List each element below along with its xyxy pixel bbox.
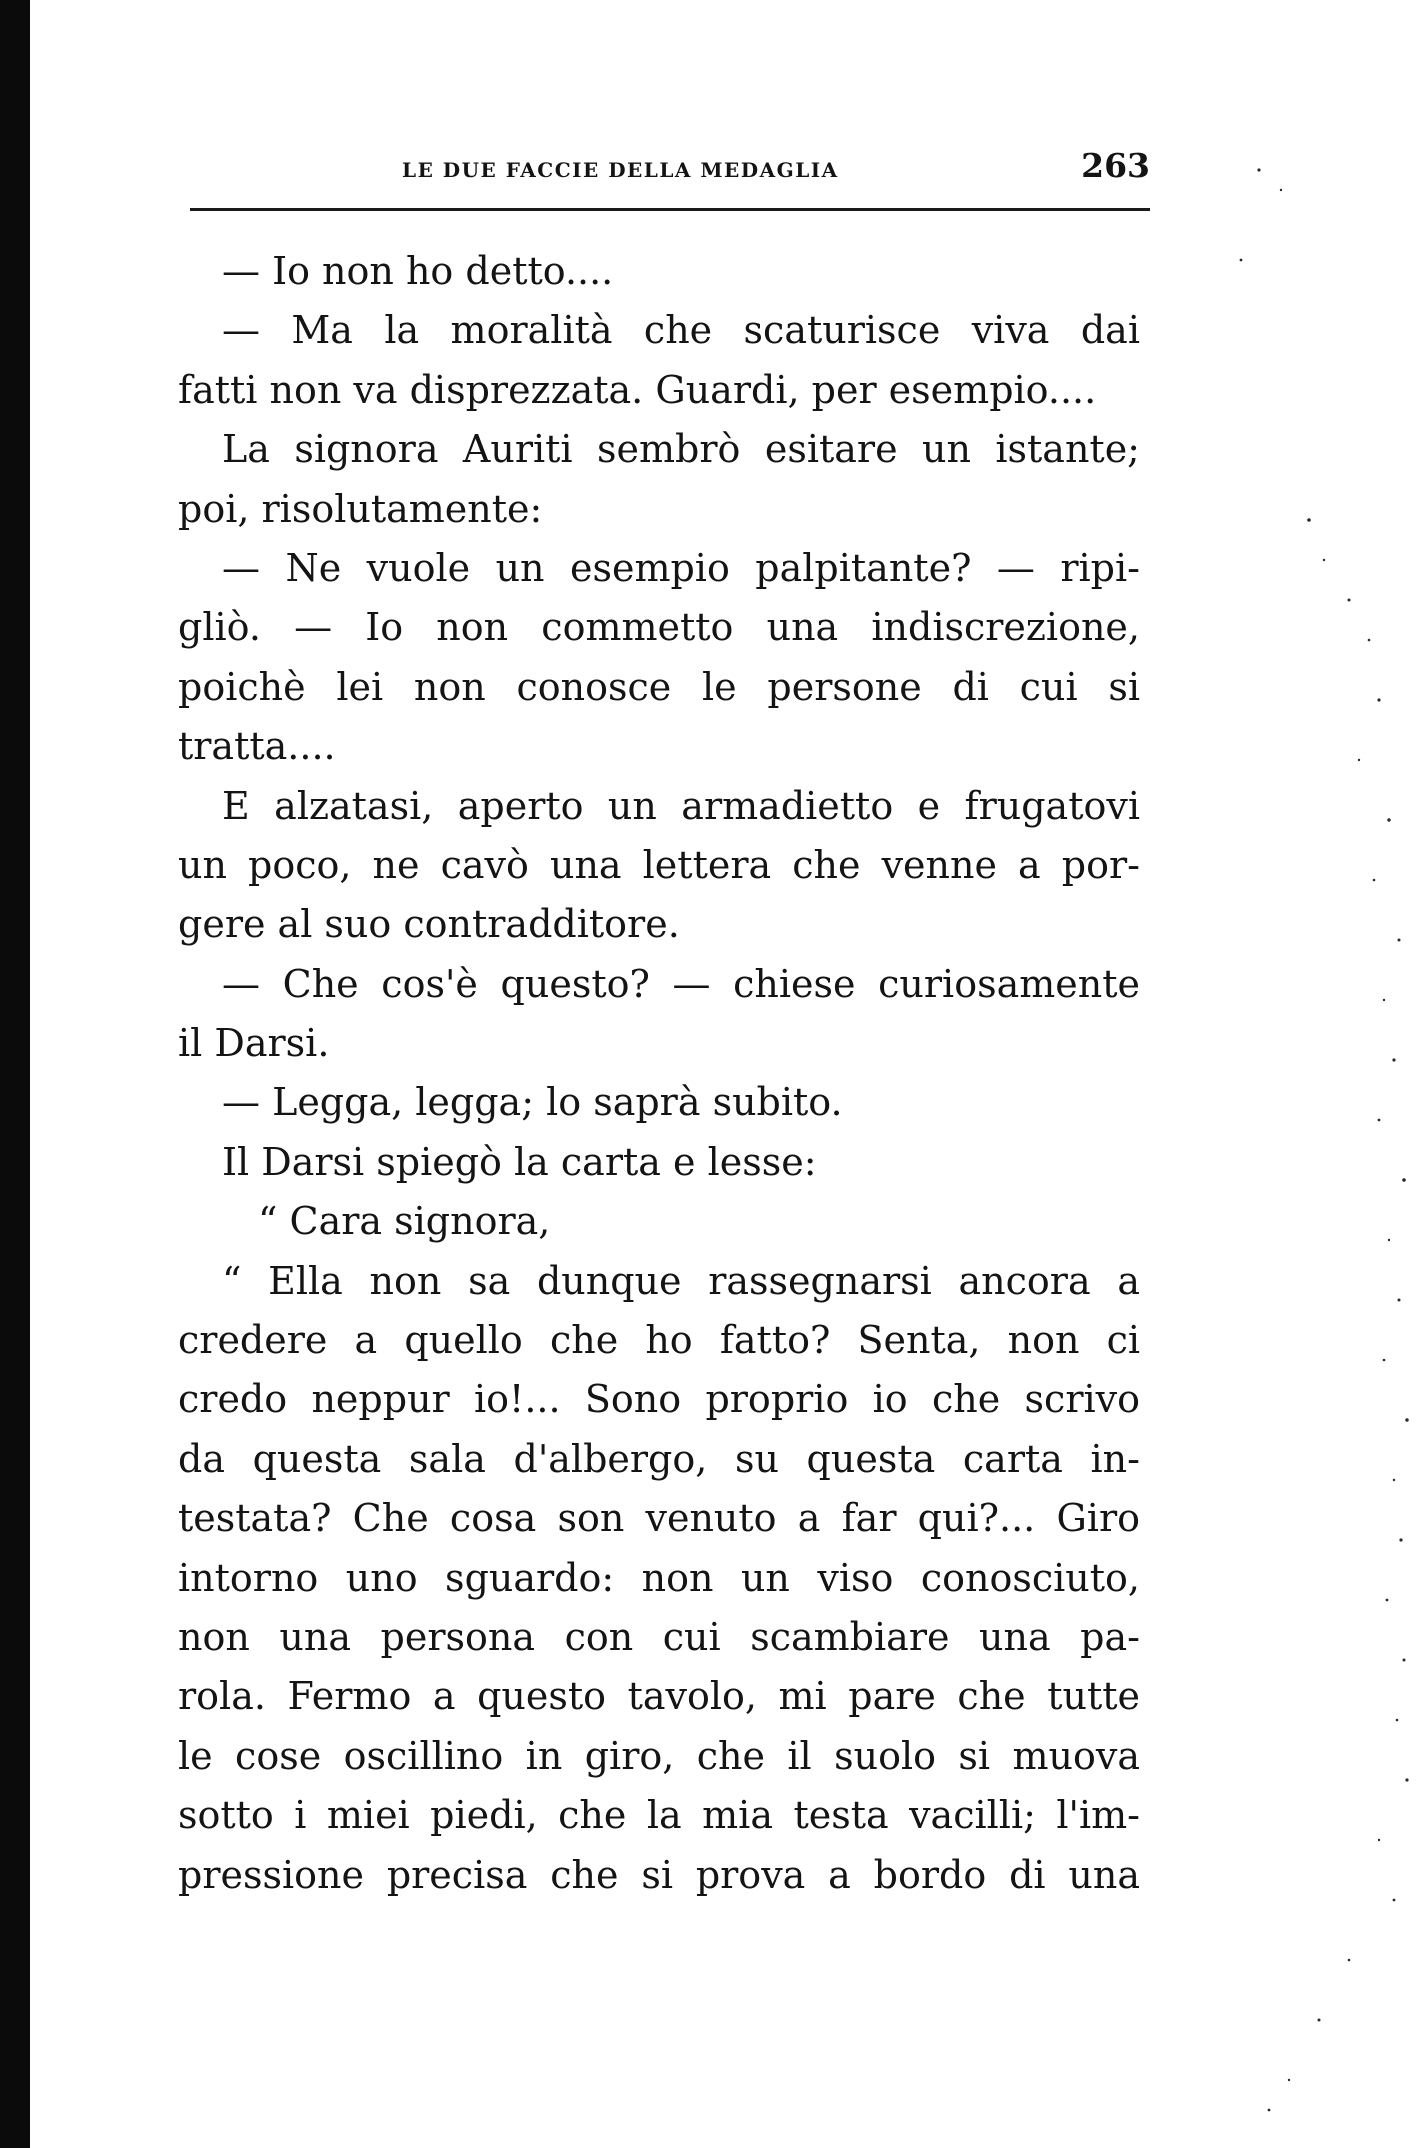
text-line: poi, risolutamente: [178,486,543,531]
text-line: — Legga, legga; lo saprà subito. [222,1080,843,1125]
page-header [190,146,1150,198]
page-binding-edge [0,0,30,2148]
text-line: non una persona con cui scambiare una pa- [178,1614,1140,1659]
text-line: — Ne vuole un esempio palpitante? — ripi- [222,545,1140,590]
text-line: Il Darsi spiegò la carta e lesse: [222,1139,817,1184]
text-line: intorno uno sguardo: non un viso conosciuto, [178,1555,1140,1600]
text-line: un poco, ne cavò una lettera che venne a por- [178,842,1140,887]
text-line: credere a quello che ho fatto? Senta, non ci [178,1318,1140,1363]
page-number: 263 [1081,146,1150,185]
text-line: le cose oscillino in giro, che il suolo si muova [178,1733,1140,1778]
text-line: credo neppur io!... Sono proprio io che scrivo [178,1377,1140,1422]
text-line: gere al suo contradditore. [178,902,680,947]
scan-noise-specks [1229,0,1419,2148]
body-text [178,242,1140,1905]
text-line: il Darsi. [178,1021,330,1066]
running-title: LE DUE FACCIE DELLA MEDAGLIA [402,158,839,182]
text-line: poichè lei non conosce le persone di cui si [178,664,1140,709]
text-line: — Io non ho detto.... [222,249,614,293]
text-line: La signora Auriti sembrò esitare un istante; [222,427,1140,472]
text-line: sotto i miei piedi, che la mia testa vacilli; l'im- [178,1793,1140,1838]
text-line: da questa sala d'albergo, su questa carta in- [178,1436,1140,1481]
text-line: — Ma la moralità che scaturisce viva dai [222,308,1140,353]
text-line: “ Cara signora, [258,1199,551,1244]
header-rule [190,208,1150,211]
text-line: “ Ella non sa dunque rassegnarsi ancora a [222,1258,1140,1303]
text-line: pressione precisa che si prova a bordo di una [178,1852,1140,1897]
text-line: fatti non va disprezzata. Guardi, per esempio.... [178,367,1097,412]
text-line: — Che cos'è questo? — chiese curiosamente [222,961,1140,1006]
text-line: rola. Fermo a questo tavolo, mi pare che tutte [178,1674,1140,1719]
text-line: tratta.... [178,724,336,769]
text-line: E alzatasi, aperto un armadietto e frugatovi [222,783,1140,828]
text-line: testata? Che cosa son venuto a far qui?... Giro [178,1496,1140,1541]
text-line: gliò. — Io non commetto una indiscrezione, [178,605,1140,650]
